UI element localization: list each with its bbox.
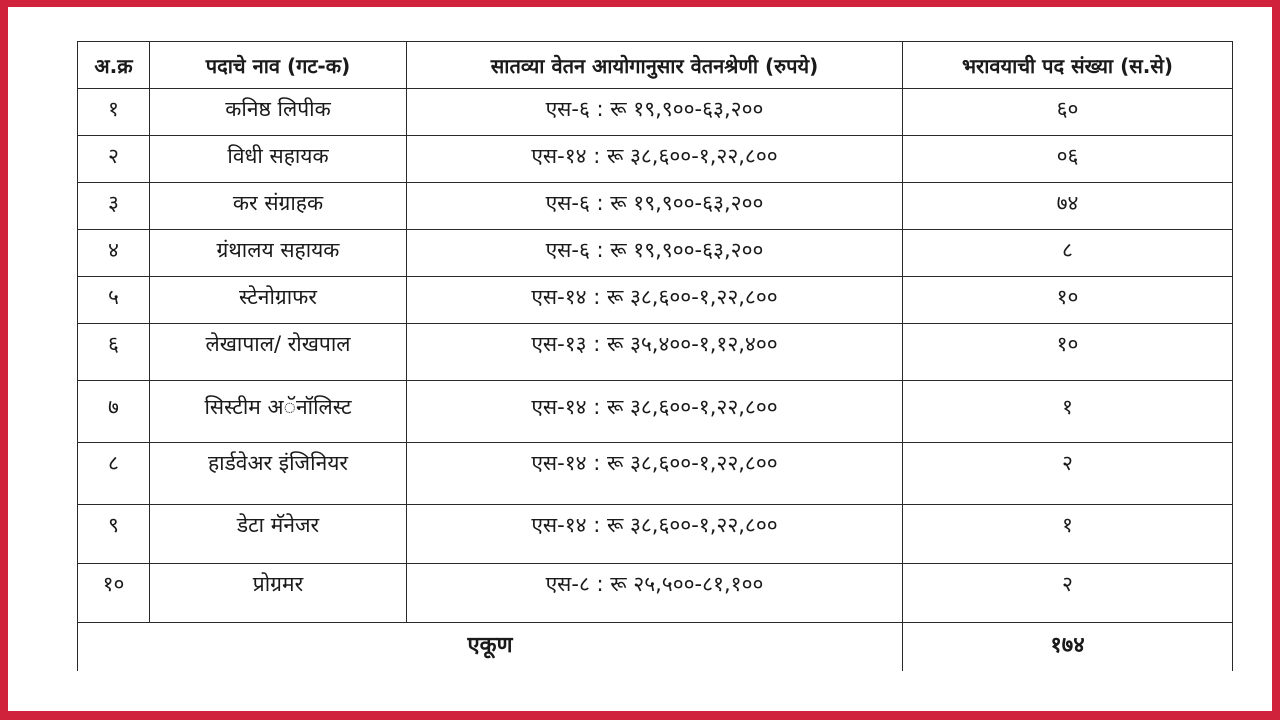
table-row xyxy=(78,381,1233,443)
total-label: एकूण xyxy=(78,623,903,671)
cell-pay-scale: एस-१४ : रू ३८,६००-१,२२,८०० xyxy=(407,277,903,324)
cell-serial: २ xyxy=(78,136,150,183)
total-value: १७४ xyxy=(903,623,1233,671)
cell-pay-scale: एस-८ : रू २५,५००-८१,१०० xyxy=(407,564,903,623)
recruitment-table xyxy=(77,41,1233,671)
cell-serial: ३ xyxy=(78,183,150,230)
cell-serial: ८ xyxy=(78,443,150,505)
cell-post-name: सिस्टीम अॅनॉलिस्ट xyxy=(150,381,407,443)
table-row xyxy=(78,443,1233,505)
cell-vacancies: १ xyxy=(903,505,1233,564)
cell-post-name: डेटा मॅनेजर xyxy=(150,505,407,564)
cell-post-name: कनिष्ठ लिपीक xyxy=(150,89,407,136)
cell-pay-scale: एस-१४ : रू ३८,६००-१,२२,८०० xyxy=(407,505,903,564)
table-row xyxy=(78,89,1233,136)
cell-vacancies: ६० xyxy=(903,89,1233,136)
cell-pay-scale: एस-१४ : रू ३८,६००-१,२२,८०० xyxy=(407,381,903,443)
cell-post-name: हार्डवेअर इंजिनियर xyxy=(150,443,407,505)
cell-serial: ५ xyxy=(78,277,150,324)
cell-post-name: ग्रंथालय सहायक xyxy=(150,230,407,277)
cell-serial: ६ xyxy=(78,324,150,381)
table-total-row xyxy=(78,623,1233,671)
cell-serial: ९ xyxy=(78,505,150,564)
header-post-name: पदाचे नाव (गट-क) xyxy=(150,42,407,89)
cell-post-name: विधी सहायक xyxy=(150,136,407,183)
cell-vacancies: १ xyxy=(903,381,1233,443)
header-pay-scale: सातव्या वेतन आयोगानुसार वेतनश्रेणी (रुपये) xyxy=(407,42,903,89)
cell-vacancies: १० xyxy=(903,277,1233,324)
cell-vacancies: २ xyxy=(903,443,1233,505)
cell-vacancies: २ xyxy=(903,564,1233,623)
cell-post-name: कर संग्राहक xyxy=(150,183,407,230)
cell-post-name: लेखापाल/ रोखपाल xyxy=(150,324,407,381)
cell-post-name: प्रोग्रमर xyxy=(150,564,407,623)
cell-post-name: स्टेनोग्राफर xyxy=(150,277,407,324)
cell-serial: ४ xyxy=(78,230,150,277)
table-row xyxy=(78,230,1233,277)
cell-serial: १ xyxy=(78,89,150,136)
cell-pay-scale: एस-६ : रू १९,९००-६३,२०० xyxy=(407,230,903,277)
table-row xyxy=(78,564,1233,623)
cell-pay-scale: एस-१४ : रू ३८,६००-१,२२,८०० xyxy=(407,136,903,183)
cell-vacancies: ०६ xyxy=(903,136,1233,183)
header-vacancies: भरावयाची पद संख्या (स.से) xyxy=(903,42,1233,89)
cell-pay-scale: एस-१४ : रू ३८,६००-१,२२,८०० xyxy=(407,443,903,505)
table-row xyxy=(78,136,1233,183)
cell-pay-scale: एस-६ : रू १९,९००-६३,२०० xyxy=(407,183,903,230)
table-row xyxy=(78,277,1233,324)
cell-vacancies: ७४ xyxy=(903,183,1233,230)
cell-vacancies: १० xyxy=(903,324,1233,381)
header-serial: अ.क्र xyxy=(78,42,150,89)
table-row xyxy=(78,324,1233,381)
table-row xyxy=(78,183,1233,230)
cell-serial: १० xyxy=(78,564,150,623)
cell-pay-scale: एस-१३ : रू ३५,४००-१,१२,४०० xyxy=(407,324,903,381)
table-row xyxy=(78,505,1233,564)
cell-pay-scale: एस-६ : रू १९,९००-६३,२०० xyxy=(407,89,903,136)
table-header-row xyxy=(78,42,1233,89)
cell-serial: ७ xyxy=(78,381,150,443)
cell-vacancies: ८ xyxy=(903,230,1233,277)
